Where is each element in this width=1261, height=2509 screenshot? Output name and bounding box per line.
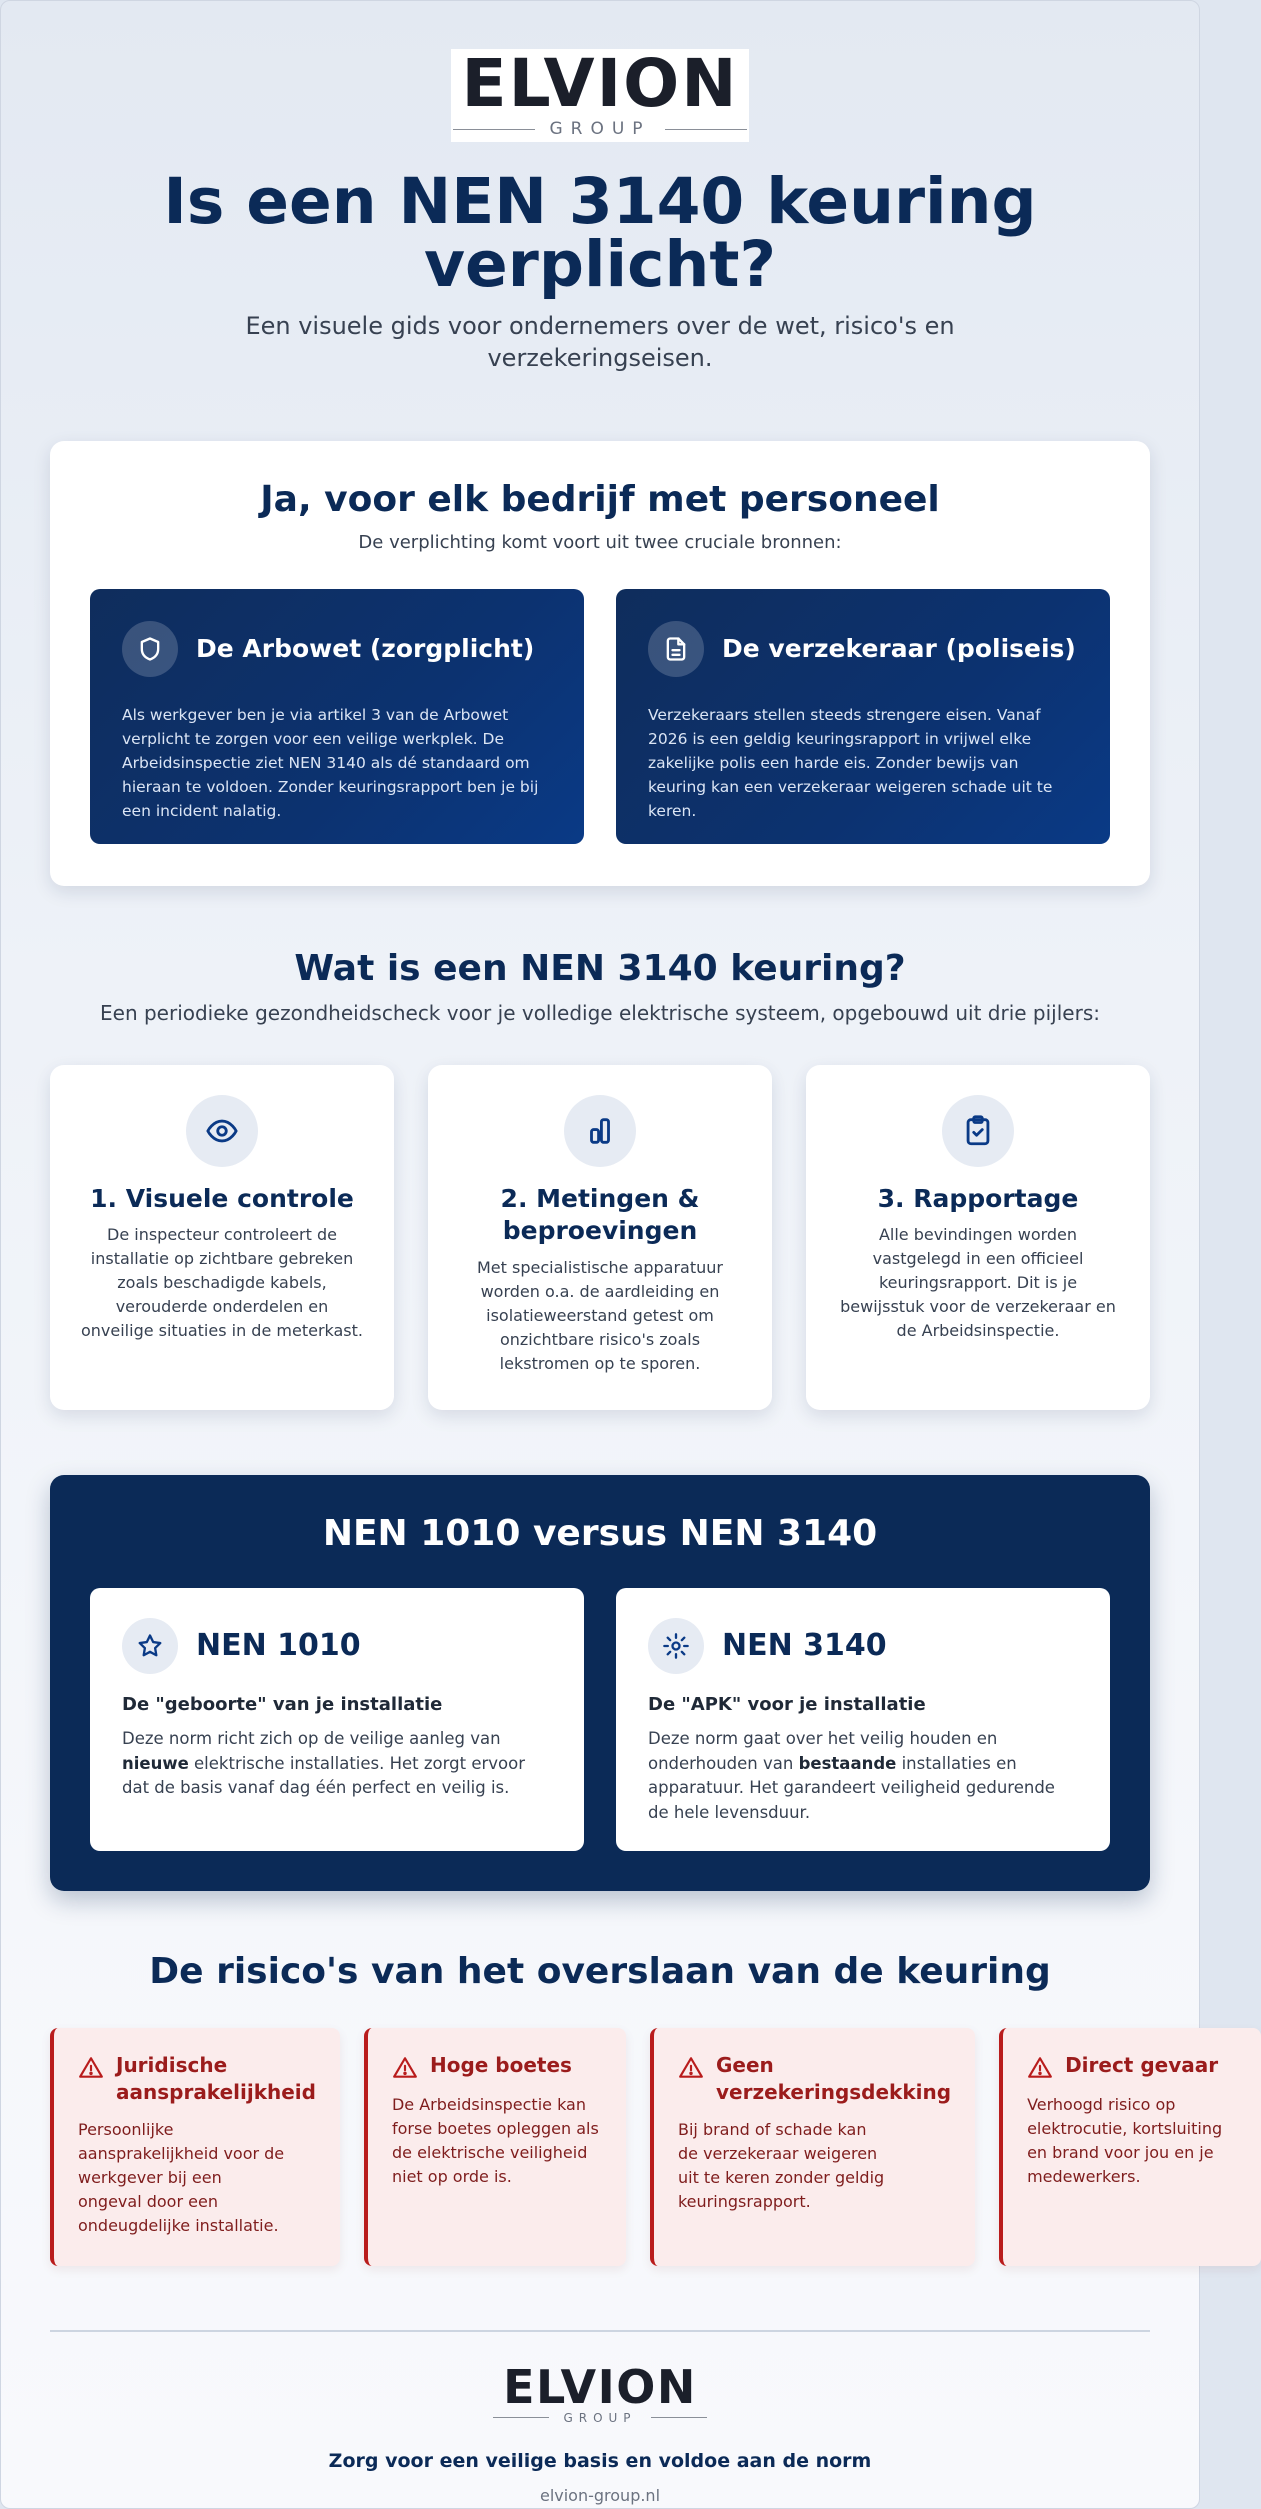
pillar-measure-title: 2. Metingen & beproevingen — [500, 1183, 700, 1246]
risk-card-insurance — [650, 2028, 975, 2266]
risk-text: Verhoogd risico op elektrocutie, kortsluiting en brand voor jou en je medewerkers. — [1027, 2094, 1223, 2186]
page-title: Is een NEN 3140 keuring verplicht? — [163, 165, 1037, 301]
obligation-title: Ja, voor elk bedrijf met personeel — [260, 478, 940, 520]
nen3140-emphasis: bestaande — [798, 1753, 897, 1773]
risks-title: De risico's van het overslaan van de keuring — [149, 1950, 1051, 1992]
footer-url[interactable]: elvion-group.nl — [539, 2485, 661, 2505]
arbowet-text: Als werkgever ben je via artikel 3 van de Arbowet verplicht te zorgen voor een veilige werkplek. De Arbeidsinspectie ziet NEN 3140 als dé standaard om hieraan te voldoen. Zonder keuringsrapport ben je bij een incident nalatig. — [122, 705, 539, 820]
pillar-report-title: 3. Rapportage — [877, 1183, 1079, 1213]
risk-title: Geen verzekeringsdekking — [715, 2052, 952, 2104]
nen1010-text: Deze norm richt zich op de veilige aanleg van nieuwe elektrische installaties. Het zorgt ervoor dat de basis vanaf dag één perfect en veilig is. — [122, 1728, 526, 1798]
risk-text: Persoonlijke aansprakelijkheid voor de werkgever bij een ongeval door een ondeugdelijke installatie. — [78, 2119, 285, 2235]
meter-icon — [564, 1095, 636, 1167]
what-lead: Een periodieke gezondheidscheck voor je volledige elektrische systeem, opgebouwd uit drie pijlers: — [100, 1000, 1100, 1025]
risk-text: Bij brand of schade kan de verzekeraar weigeren uit te keren zonder geldig keuringsrapport. — [677, 2119, 885, 2211]
pillar-measure-text: Met specialistische apparatuur worden o.a. de aardleiding en isolatieweerstand getest om onzichtbare risico's zoals lekstromen op te sporen. — [477, 1257, 723, 1373]
hero — [50, 1, 1150, 375]
nen3140-card — [616, 1588, 1110, 1851]
footer-logo — [50, 2359, 1150, 2426]
risk-title: Hoge boetes — [429, 2052, 572, 2077]
nen1010-title: NEN 1010 — [196, 1628, 361, 1664]
shield-icon — [122, 621, 178, 677]
verzekeraar-title: De verzekeraar (poliseis) — [722, 634, 1076, 664]
document-icon — [648, 621, 704, 677]
arbowet-card — [90, 589, 584, 844]
logo-subline — [453, 121, 746, 142]
pillars — [50, 1065, 1150, 1410]
nen1010-subtitle: De "geboorte" van je installatie — [122, 1693, 443, 1715]
warning-icon — [678, 2055, 704, 2081]
warning-icon — [392, 2055, 418, 2081]
verzekeraar-card — [616, 589, 1110, 844]
versus-title: NEN 1010 versus NEN 3140 — [322, 1512, 878, 1554]
footer-logo-wordmark: ELVION — [503, 2359, 697, 2414]
star-icon — [122, 1618, 178, 1674]
pillar-visual — [50, 1065, 394, 1410]
pillar-visual-text: De inspecteur controleert de installatie op zichtbare gebreken zoals beschadigde kabels, verouderde onderdelen en onveilige situaties in de meterkast. — [80, 1225, 363, 1341]
risk-card-fines — [364, 2028, 626, 2266]
footer — [50, 2330, 1150, 2505]
what-title: Wat is een NEN 3140 keuring? — [294, 947, 906, 989]
nen1010-emphasis: nieuwe — [122, 1753, 189, 1773]
nen1010-card — [90, 1588, 584, 1851]
gear-icon — [648, 1618, 704, 1674]
clipboard-check-icon — [942, 1095, 1014, 1167]
verzekeraar-text: Verzekeraars stellen steeds strengere eisen. Vanaf 2026 is een geldig keuringsrapport in vrijwel elke zakelijke polis een harde eis. Zonder bewijs van keuring kan een verzekeraar weigeren schade uit te keren. — [648, 705, 1053, 820]
obligation-section — [50, 441, 1150, 886]
pillar-report — [806, 1065, 1150, 1410]
warning-icon — [78, 2055, 104, 2081]
pillar-measure — [428, 1065, 772, 1410]
footer-tagline: Zorg voor een veilige basis en voldoe aan de norm — [328, 2449, 872, 2472]
risk-title: Juridische aansprakelijkheid — [116, 2052, 316, 2104]
footer-logo-sub-text: GROUP — [563, 2410, 637, 2425]
arbowet-title: De Arbowet (zorgplicht) — [196, 634, 535, 664]
pillar-visual-title: 1. Visuele controle — [90, 1183, 354, 1213]
risk-card-danger — [999, 2028, 1261, 2266]
eye-icon — [186, 1095, 258, 1167]
nen3140-text: Deze norm gaat over het veilig houden en onderhouden van bestaande installaties en apparatuur. Het garandeert veiligheid gedurende de hele levensduur. — [648, 1728, 1055, 1823]
risks-section — [50, 1950, 1223, 2266]
nen3140-title: NEN 3140 — [722, 1628, 887, 1664]
page-subtitle: Een visuele gids voor ondernemers over de wet, risico's en verzekeringseisen. — [245, 312, 955, 373]
risk-cards — [50, 2028, 1223, 2266]
brand-logo — [50, 45, 1150, 142]
obligation-cards — [90, 589, 1110, 844]
warning-icon — [1027, 2055, 1053, 2081]
versus-section — [50, 1475, 1150, 1891]
risk-card-liability — [50, 2028, 340, 2266]
what-section — [50, 948, 1150, 1410]
versus-cards — [90, 1588, 1110, 1851]
obligation-lead: De verplichting komt voort uit twee cruciale bronnen: — [358, 531, 842, 553]
logo-sub-text: GROUP — [549, 119, 651, 139]
content — [50, 1, 1223, 2505]
logo-wordmark: ELVION — [461, 45, 739, 122]
nen3140-subtitle: De "APK" voor je installatie — [648, 1693, 926, 1715]
risk-title: Direct gevaar — [1065, 2052, 1219, 2077]
pillar-report-text: Alle bevindingen worden vastgelegd in een officieel keuringsrapport. Dit is je bewijsstuk voor de verzekeraar en de Arbeidsinspectie. — [840, 1225, 1116, 1341]
risk-text: De Arbeidsinspectie kan forse boetes opleggen als de elektrische veiligheid niet op orde is. — [391, 2094, 599, 2186]
